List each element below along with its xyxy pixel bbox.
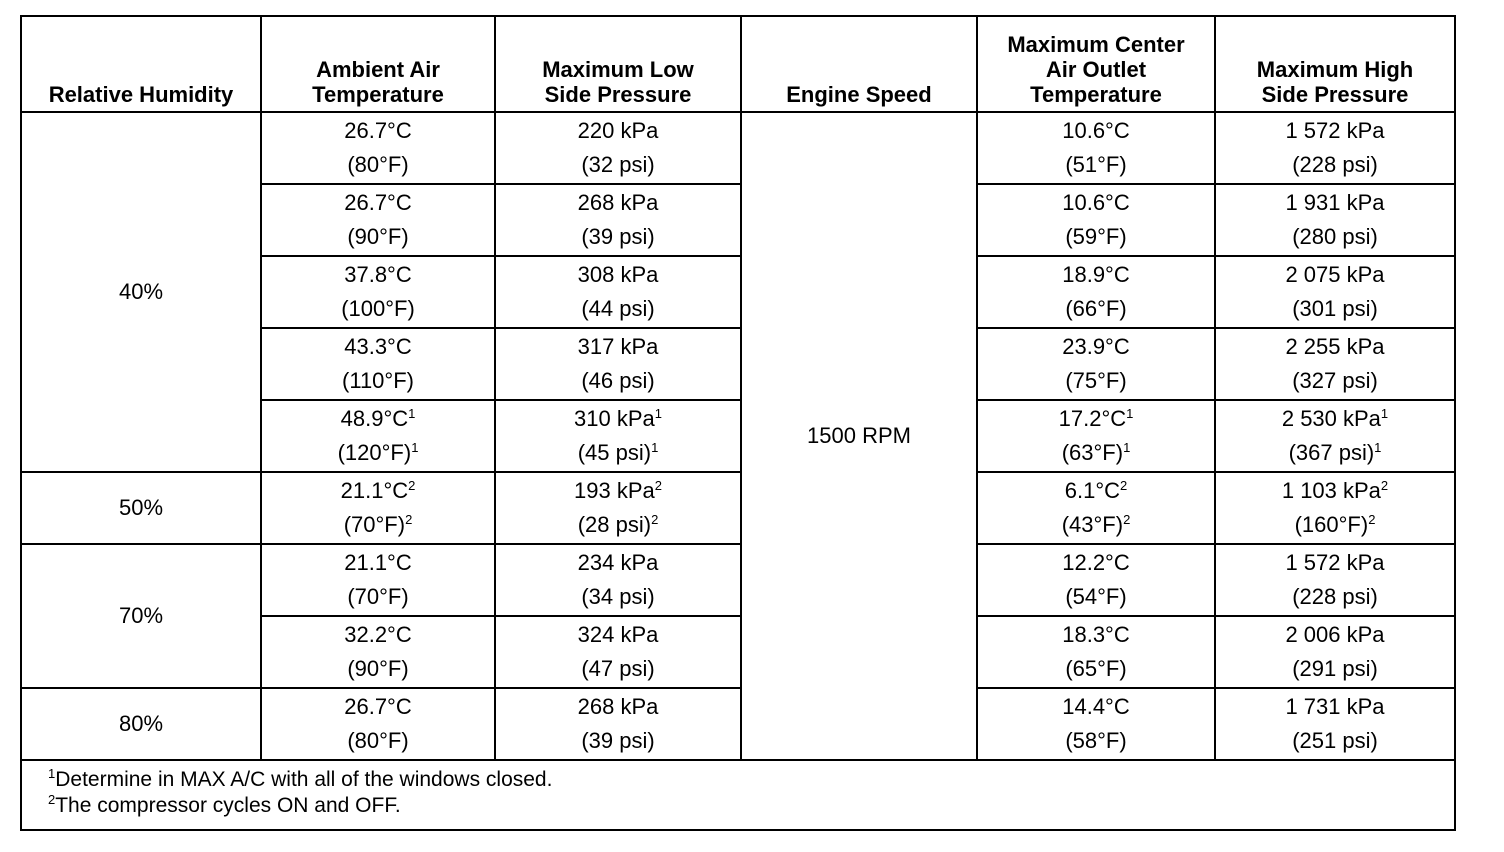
imperial-value [496,508,740,542]
footnote-reference: 1 [654,406,662,421]
metric-value [496,258,740,292]
value-text: 23.9°C [1062,334,1130,359]
value-text: (44 psi) [581,296,655,321]
imperial-value [496,220,740,254]
metric-value [1216,114,1454,148]
value-text: (32 psi) [581,152,655,177]
value-text: 268 kPa [577,190,659,215]
imperial-value [262,292,494,326]
value-text: (90°F) [347,656,409,681]
value-text: 308 kPa [577,262,659,287]
imperial-value [978,364,1214,398]
max-center-air-outlet-temperature-cell [977,472,1215,544]
max-center-air-outlet-temperature-cell [977,400,1215,472]
header-row [21,16,1455,112]
ambient-air-temperature-cell [261,184,495,256]
imperial-value [262,436,494,470]
value-text: (80°F) [347,728,409,753]
value-text: 18.9°C [1062,262,1130,287]
value-text: 6.1°C [1064,478,1121,503]
footnote-reference: 2 [408,478,416,493]
footnote-reference: 1 [1126,406,1134,421]
value-text: (54°F) [1065,584,1127,609]
max-high-side-pressure-cell [1215,400,1455,472]
header-ambient-air-temperature: Ambient Air Temperature [261,16,495,112]
max-high-side-pressure-cell [1215,616,1455,688]
value-text: 1 731 kPa [1285,694,1385,719]
value-text: (47 psi) [581,656,655,681]
value-text: (100°F) [341,296,415,321]
footnote-reference: 1 [1123,440,1131,455]
max-high-side-pressure-cell [1215,112,1455,184]
metric-value [1216,186,1454,220]
value-text: 324 kPa [577,622,659,647]
metric-value [262,618,494,652]
metric-value [1216,690,1454,724]
footnotes-row [21,760,1455,830]
value-text: (228 psi) [1292,152,1378,177]
value-text: 48.9°C [340,406,409,431]
imperial-value [1216,436,1454,470]
value-text: 43.3°C [344,334,412,359]
footnote-reference: 1 [1380,406,1389,421]
max-low-side-pressure-cell [495,328,741,400]
header-max-low-side-pressure: Maximum Low Side Pressure [495,16,741,112]
footnotes [21,760,1455,830]
footnote-reference: 2 [651,512,659,527]
metric-value [1216,258,1454,292]
metric-value [496,402,740,436]
metric-value [262,114,494,148]
value-text: (160°F) [1294,512,1369,537]
footnote-1 [48,767,1454,793]
max-high-side-pressure-cell [1215,688,1455,760]
value-text: (63°F) [1061,440,1124,465]
header-engine-speed: Engine Speed [741,16,977,112]
value-text: 1 572 kPa [1285,118,1385,143]
value-text: (65°F) [1065,656,1127,681]
value-text: 193 kPa [574,478,655,503]
metric-value [978,402,1214,436]
metric-value [262,330,494,364]
max-low-side-pressure-cell [495,472,741,544]
metric-value [1216,402,1454,436]
max-low-side-pressure-cell [495,184,741,256]
value-text: (251 psi) [1292,728,1378,753]
relative-humidity-cell: 80% [21,688,261,760]
relative-humidity-cell: 40% [21,112,261,472]
value-text: 10.6°C [1062,190,1130,215]
value-text: (90°F) [347,224,409,249]
table-row [21,688,1455,760]
value-text: (120°F) [337,440,412,465]
imperial-value [978,508,1214,542]
footnote-reference: 2 [1380,478,1389,493]
ambient-air-temperature-cell [261,112,495,184]
metric-value [1216,330,1454,364]
metric-value [1216,618,1454,652]
footnote-mark: 2 [48,792,56,807]
footnote-text: The compressor cycles ON and OFF. [55,794,401,817]
imperial-value [496,364,740,398]
metric-value [978,114,1214,148]
imperial-value [1216,148,1454,182]
max-high-side-pressure-cell [1215,184,1455,256]
imperial-value [1216,364,1454,398]
value-text: (46 psi) [581,368,655,393]
value-text: (367 psi) [1288,440,1375,465]
footnote-text: Determine in MAX A/C with all of the windows closed. [55,768,553,791]
max-center-air-outlet-temperature-cell [977,328,1215,400]
metric-value [978,258,1214,292]
value-text: 310 kPa [574,406,655,431]
max-high-side-pressure-cell [1215,544,1455,616]
relative-humidity-cell: 50% [21,472,261,544]
metric-value [496,690,740,724]
imperial-value [496,292,740,326]
value-text: (39 psi) [581,224,655,249]
value-text: 1 572 kPa [1285,550,1385,575]
value-text: 2 255 kPa [1285,334,1385,359]
footnote-reference: 2 [405,512,413,527]
metric-value [262,186,494,220]
imperial-value [978,436,1214,470]
footnote-reference: 2 [654,478,662,493]
imperial-value [262,724,494,758]
value-text: 26.7°C [344,190,412,215]
table-row [21,544,1455,616]
relative-humidity-cell: 70% [21,544,261,688]
value-text: (110°F) [342,368,414,393]
max-center-air-outlet-temperature-cell [977,616,1215,688]
metric-value [978,330,1214,364]
max-low-side-pressure-cell [495,544,741,616]
footnote-reference: 2 [1120,478,1128,493]
value-text: (70°F) [347,584,409,609]
value-text: 2 006 kPa [1285,622,1385,647]
value-text: (70°F) [343,512,406,537]
metric-value [262,258,494,292]
ambient-air-temperature-cell [261,472,495,544]
metric-value [262,474,494,508]
max-center-air-outlet-temperature-cell [977,256,1215,328]
value-text: (80°F) [347,152,409,177]
value-text: 10.6°C [1062,118,1130,143]
max-low-side-pressure-cell [495,256,741,328]
metric-value [1216,474,1454,508]
metric-value [978,474,1214,508]
metric-value [1216,546,1454,580]
imperial-value [1216,220,1454,254]
ambient-air-temperature-cell [261,544,495,616]
max-low-side-pressure-cell [495,400,741,472]
max-low-side-pressure-cell [495,688,741,760]
value-text: 14.4°C [1062,694,1130,719]
imperial-value [496,652,740,686]
imperial-value [1216,724,1454,758]
footnote-reference: 1 [1374,440,1382,455]
ambient-air-temperature-cell [261,256,495,328]
imperial-value [1216,508,1454,542]
metric-value [496,114,740,148]
header-relative-humidity: Relative Humidity [21,16,261,112]
imperial-value [496,436,740,470]
value-text: 17.2°C [1058,406,1127,431]
metric-value [978,546,1214,580]
imperial-value [978,724,1214,758]
imperial-value [496,148,740,182]
max-center-air-outlet-temperature-cell [977,184,1215,256]
value-text: (58°F) [1065,728,1127,753]
metric-value [978,186,1214,220]
metric-value [262,402,494,436]
metric-value [496,186,740,220]
value-text: 317 kPa [577,334,659,359]
footnote-reference: 2 [1368,512,1376,527]
value-text: 26.7°C [344,694,412,719]
engine-speed-cell: 1500 RPM [741,112,977,760]
value-text: 32.2°C [344,622,412,647]
value-text: 2 075 kPa [1285,262,1385,287]
metric-value [496,330,740,364]
value-text: (228 psi) [1292,584,1378,609]
value-text: (45 psi) [577,440,652,465]
value-text: 21.1°C [344,550,412,575]
imperial-value [262,508,494,542]
value-text: 26.7°C [344,118,412,143]
imperial-value [262,148,494,182]
ac-performance-table [20,15,1456,831]
imperial-value [262,220,494,254]
max-high-side-pressure-cell [1215,328,1455,400]
ambient-air-temperature-cell [261,328,495,400]
footnote-reference: 2 [1123,512,1131,527]
footnote-2 [48,793,1454,819]
ambient-air-temperature-cell [261,400,495,472]
value-text: (28 psi) [577,512,652,537]
imperial-value [496,580,740,614]
value-text: 1 103 kPa [1281,478,1381,503]
footnote-reference: 1 [651,440,659,455]
value-text: 1 931 kPa [1285,190,1385,215]
value-text: 12.2°C [1062,550,1130,575]
header-max-high-side-pressure: Maximum High Side Pressure [1215,16,1455,112]
imperial-value [496,724,740,758]
imperial-value [262,652,494,686]
imperial-value [978,652,1214,686]
value-text: (327 psi) [1292,368,1378,393]
max-low-side-pressure-cell [495,112,741,184]
metric-value [262,546,494,580]
value-text: (301 psi) [1292,296,1378,321]
max-low-side-pressure-cell [495,616,741,688]
value-text: 234 kPa [577,550,659,575]
imperial-value [978,220,1214,254]
metric-value [978,618,1214,652]
footnote-mark: 1 [48,766,56,781]
value-text: (59°F) [1065,224,1127,249]
imperial-value [262,364,494,398]
imperial-value [978,292,1214,326]
metric-value [262,690,494,724]
header-max-center-air-outlet-temperature: Maximum Center Air Outlet Temperature [977,16,1215,112]
value-text: (75°F) [1065,368,1127,393]
table-row [21,112,1455,184]
imperial-value [1216,580,1454,614]
footnote-reference: 1 [411,440,419,455]
max-center-air-outlet-temperature-cell [977,112,1215,184]
metric-value [978,690,1214,724]
max-high-side-pressure-cell [1215,256,1455,328]
max-center-air-outlet-temperature-cell [977,544,1215,616]
value-text: (34 psi) [581,584,655,609]
value-text: (291 psi) [1292,656,1378,681]
imperial-value [978,148,1214,182]
ambient-air-temperature-cell [261,688,495,760]
value-text: 2 530 kPa [1281,406,1381,431]
table-row [21,472,1455,544]
imperial-value [978,580,1214,614]
value-text: 220 kPa [577,118,659,143]
value-text: (66°F) [1065,296,1127,321]
imperial-value [262,580,494,614]
metric-value [496,618,740,652]
value-text: (43°F) [1061,512,1124,537]
max-high-side-pressure-cell [1215,472,1455,544]
value-text: 21.1°C [340,478,409,503]
value-text: 18.3°C [1062,622,1130,647]
metric-value [496,546,740,580]
value-text: 268 kPa [577,694,659,719]
value-text: 37.8°C [344,262,412,287]
value-text: (51°F) [1065,152,1127,177]
footnote-reference: 1 [408,406,416,421]
value-text: (280 psi) [1292,224,1378,249]
imperial-value [1216,292,1454,326]
imperial-value [1216,652,1454,686]
value-text: (39 psi) [581,728,655,753]
metric-value [496,474,740,508]
max-center-air-outlet-temperature-cell [977,688,1215,760]
ambient-air-temperature-cell [261,616,495,688]
